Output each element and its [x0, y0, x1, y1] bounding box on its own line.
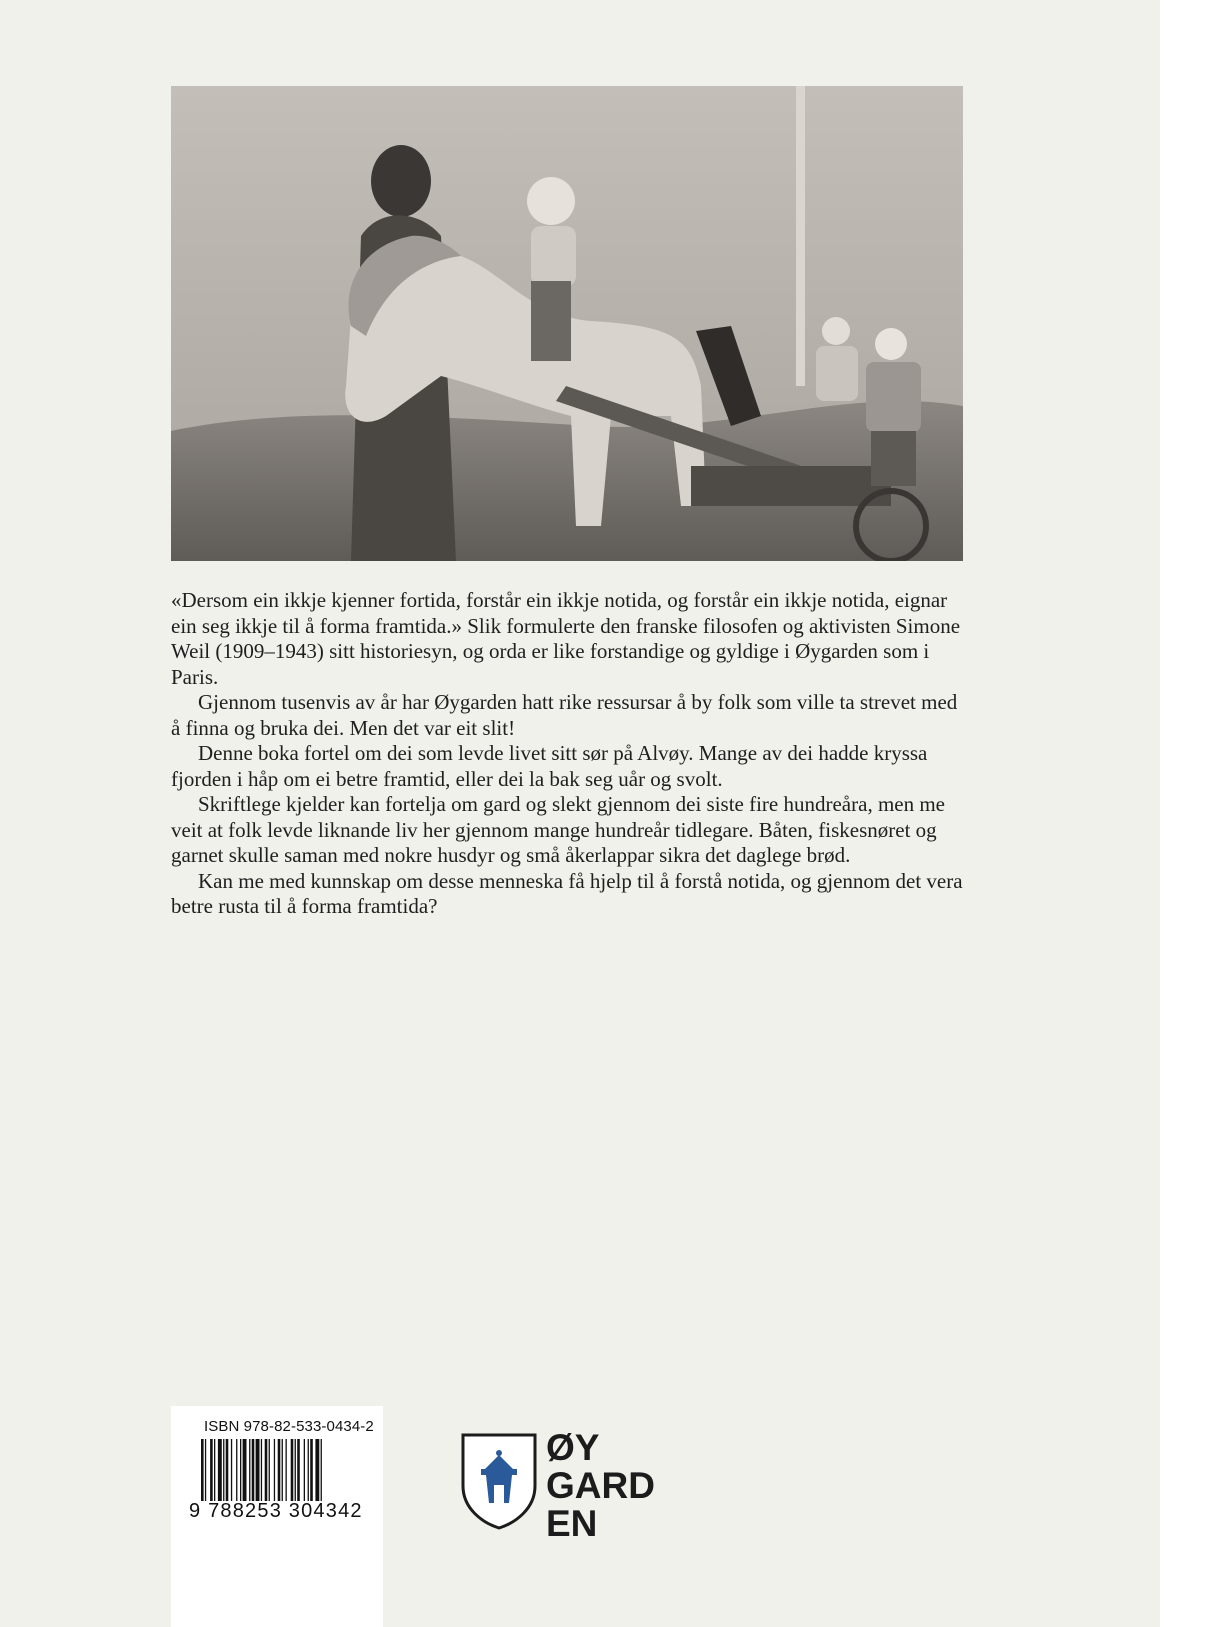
barcode-bar: [261, 1439, 262, 1501]
barcode-bar: [236, 1439, 237, 1501]
barcode-bar: [269, 1439, 270, 1501]
publisher-logo: [459, 1431, 539, 1535]
publisher-logo-text: [546, 1429, 655, 1543]
logo-line: ØY: [546, 1427, 600, 1468]
barcode-bar: [223, 1439, 224, 1501]
barcode-bar: [286, 1439, 287, 1501]
barcode-bar: [274, 1439, 275, 1501]
barcode-bar: [249, 1439, 250, 1501]
barcode-bar: [295, 1439, 296, 1501]
logo-line: GARD: [546, 1465, 655, 1506]
back-cover-blurb: [171, 588, 971, 920]
barcode-bar: [256, 1439, 260, 1501]
barcode-bar: [310, 1439, 313, 1501]
barcode-bar: [252, 1439, 255, 1501]
barcode-bar: [226, 1439, 229, 1501]
barcode-bar: [282, 1439, 283, 1501]
barcode-bar: [308, 1439, 309, 1501]
blurb-paragraph: Gjennom tusenvis av år har Øygarden hatt rike ressursar å by folk som ville ta strevet med å finna og bruka dei. Men det var eit slit!: [171, 690, 958, 740]
ean-digits: 9 788253 304342: [189, 1500, 363, 1522]
barcode-bar: [214, 1439, 215, 1501]
blurb-paragraph: Denne boka fortel om dei som levde livet sitt sør på Alvøy. Mange av dei hadde kryssa fjorden i håp om ei betre framtid, eller dei la bak seg uår og svolt.: [171, 741, 928, 791]
logo-line: EN: [546, 1503, 598, 1544]
shield-icon: [459, 1431, 539, 1531]
barcode-bar: [278, 1439, 281, 1501]
barcode-bar: [315, 1439, 319, 1501]
blurb-paragraph: Skriftlege kjelder kan fortelja om gard og slekt gjennom dei siste fire hundreåra, men me veit at folk levde liknande liv her gjennom mange hundreår tidlegare. Båten, fiskesnøret og garnet skulle saman med nokre husdyr og små åkerlappar sikra det daglege brød.: [171, 792, 946, 867]
barcode-bar: [297, 1439, 300, 1501]
barcode-bar: [218, 1439, 222, 1501]
photo-illustration: [171, 86, 963, 561]
barcode-bar: [265, 1439, 268, 1501]
barcode-bar: [243, 1439, 247, 1501]
barcode-bar: [201, 1439, 204, 1501]
barcode-panel: [171, 1406, 383, 1627]
blurb-paragraph: «Dersom ein ikkje kjenner fortida, forstår ein ikkje notida, og forstår ein ikkje notida, eignar ein seg ikkje til å forma framtida.» Slik formulerte den franske filosofen og aktivisten Simone Weil (1909–1943) sitt historiesyn, og orda er like forstandige og gyldige i Øygarden som i Paris.: [171, 588, 961, 689]
cover-photo: [171, 86, 963, 561]
barcode-bar: [321, 1439, 322, 1501]
barcode-icon: [201, 1439, 371, 1509]
barcode-bar: [205, 1439, 206, 1501]
barcode-bar: [240, 1439, 241, 1501]
barcode-bar: [291, 1439, 294, 1501]
blurb-paragraph: Kan me med kunnskap om desse menneska få hjelp til å forstå notida, og gjennom det vera betre rusta til å forma framtida?: [171, 868, 963, 918]
barcode-bar: [210, 1439, 213, 1501]
barcode-bar: [231, 1439, 232, 1501]
barcode-bar: [304, 1439, 305, 1501]
isbn-label: ISBN 978-82-533-0434-2: [204, 1418, 374, 1435]
